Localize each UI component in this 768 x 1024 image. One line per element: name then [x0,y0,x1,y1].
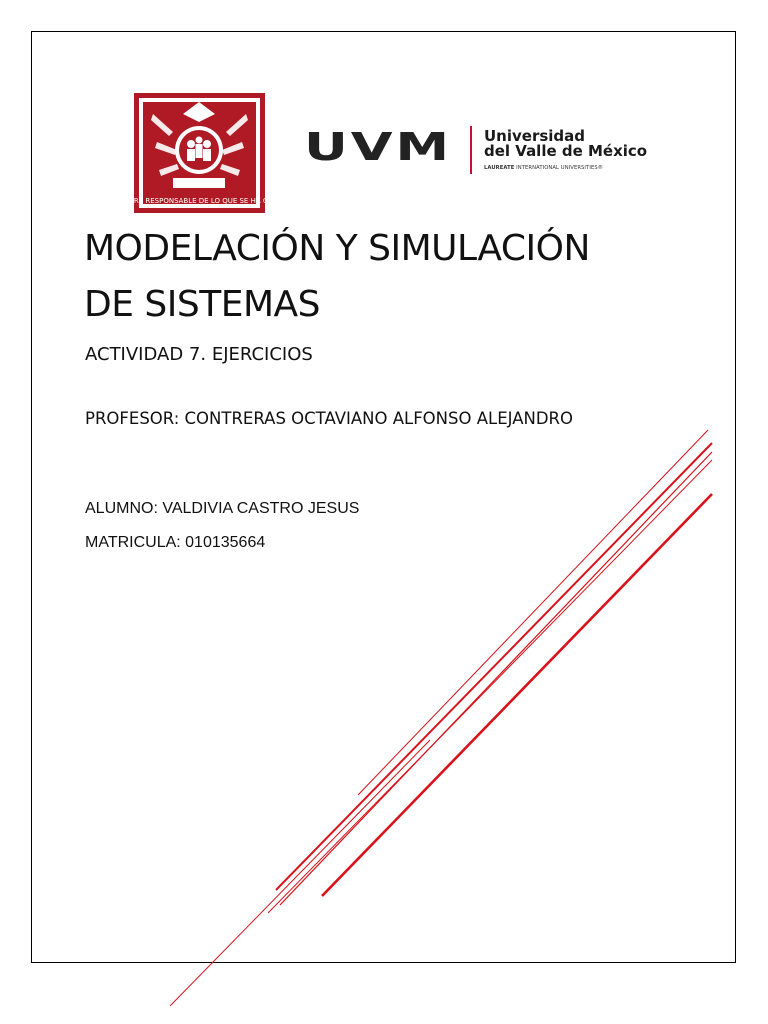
student-id: MATRICULA: 010135664 [85,534,266,551]
uvm-wordmark: UVM [304,125,452,169]
activity-subtitle: ACTIVIDAD 7. EJERCICIOS [85,344,313,365]
laureate-rest: INTERNATIONAL UNIVERSITIES® [514,165,604,171]
deco-line-6 [170,740,430,1006]
title-line-1: MODELACIÓN Y SIMULACIÓN [84,228,590,269]
deco-line-2 [276,443,712,890]
professor-name: PROFESOR: CONTRERAS OCTAVIANO ALFONSO ALEJANDRO [85,409,573,428]
deco-line-5 [322,494,712,896]
university-name-line2: del Valle de México [484,142,648,160]
title-line-2: DE SISTEMAS [84,284,321,325]
student-name: ALUMNO: VALDIVIA CASTRO JESUS [85,500,360,517]
seal-text: POR SIEMPRE RESPONSABLE DE LO QUE SE HA CULTIVADO [95,197,303,205]
deco-line-3 [280,452,712,905]
deco-line-4 [268,460,712,913]
deco-line-1 [358,430,708,795]
university-name-line1: Universidad [484,127,586,145]
laureate-bold: LAUREATE [484,165,515,171]
